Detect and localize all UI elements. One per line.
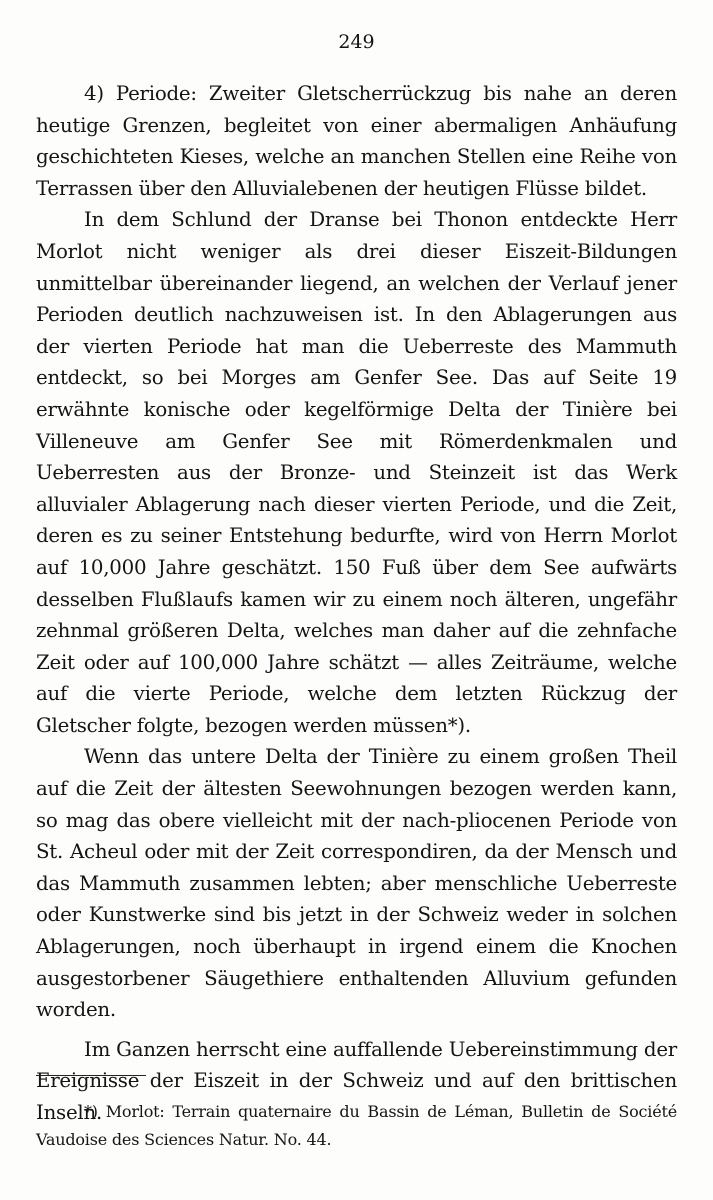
paragraph-dranse-thonon: In dem Schlund der Dranse bei Thonon entdeckte Herr Morlot nicht weniger als drei dieser Eiszeit-Bildungen unmittelbar übereinander liegend, an welchen der Verlauf jener Perioden deutlich nachzuweisen ist. In den Ablagerungen aus der vierten Periode hat man die Ueberreste des Mammuth entdeckt, so bei Morges am Genfer See. Das auf Seite 19 erwähnte konische oder kegelförmige Delta der Tinière bei Villeneuve am Genfer See mit Römerdenkmalen und Ueberresten aus der Bronze- und Steinzeit ist das Werk alluvialer Ablagerung nach dieser vierten Periode, und die Zeit, deren es zu seiner Entstehung bedurfte, wird von Herrn Morlot auf 10,000 Jahre geschätzt. 150 Fuß über dem See aufwärts desselben Flußlaufs kamen wir zu einem noch älteren, ungefähr zehnmal größeren Delta, welches man daher auf die zehnfache Zeit oder auf 100,000 Jahre schätzt — alles Zeiträume, welche auf die vierte Periode, welche dem letzten Rückzug der Gletscher folgte, bezogen werden müssen*).: [36, 208, 677, 737]
footnote: *) Morlot: Terrain quaternaire du Bassin de Léman, Bulletin de Société Vaudoise des Sciences Natur. No. 44.: [36, 1102, 677, 1149]
page-number: 249: [338, 31, 375, 53]
footnote-divider: [36, 1075, 146, 1076]
paragraph-tiniere-delta: Wenn das untere Delta der Tinière zu einem großen Theil auf die Zeit der ältesten Seewohnungen bezogen werden kann, so mag das obere vielleicht mit der nach-pliocenen Periode von St. Acheul oder mit der Zeit correspondiren, da der Mensch und das Mammuth zusammen lebten; aber menschliche Ueberreste oder Kunstwerke sind bis jetzt in der Schweiz weder in solchen Ablagerungen, noch überhaupt in irgend einem die Knochen ausgestorbener Säugethiere enthaltenden Alluvium gefunden worden.: [36, 745, 677, 1022]
paragraph-conclusion: Im Ganzen herrscht eine auffallende Uebereinstimmung der Ereignisse der Eiszeit in der Schweiz und auf den brittischen Inseln.: [36, 1037, 677, 1124]
paragraph-period-4: 4) Periode: Zweiter Gletscherrückzug bis nahe an deren heutige Grenzen, begleitet von einer abermaligen Anhäufung geschichteten Kieses, welche an manchen Stellen eine Reihe von Terrassen über den Alluvialebenen der heutigen Flüsse bildet.: [36, 82, 677, 200]
